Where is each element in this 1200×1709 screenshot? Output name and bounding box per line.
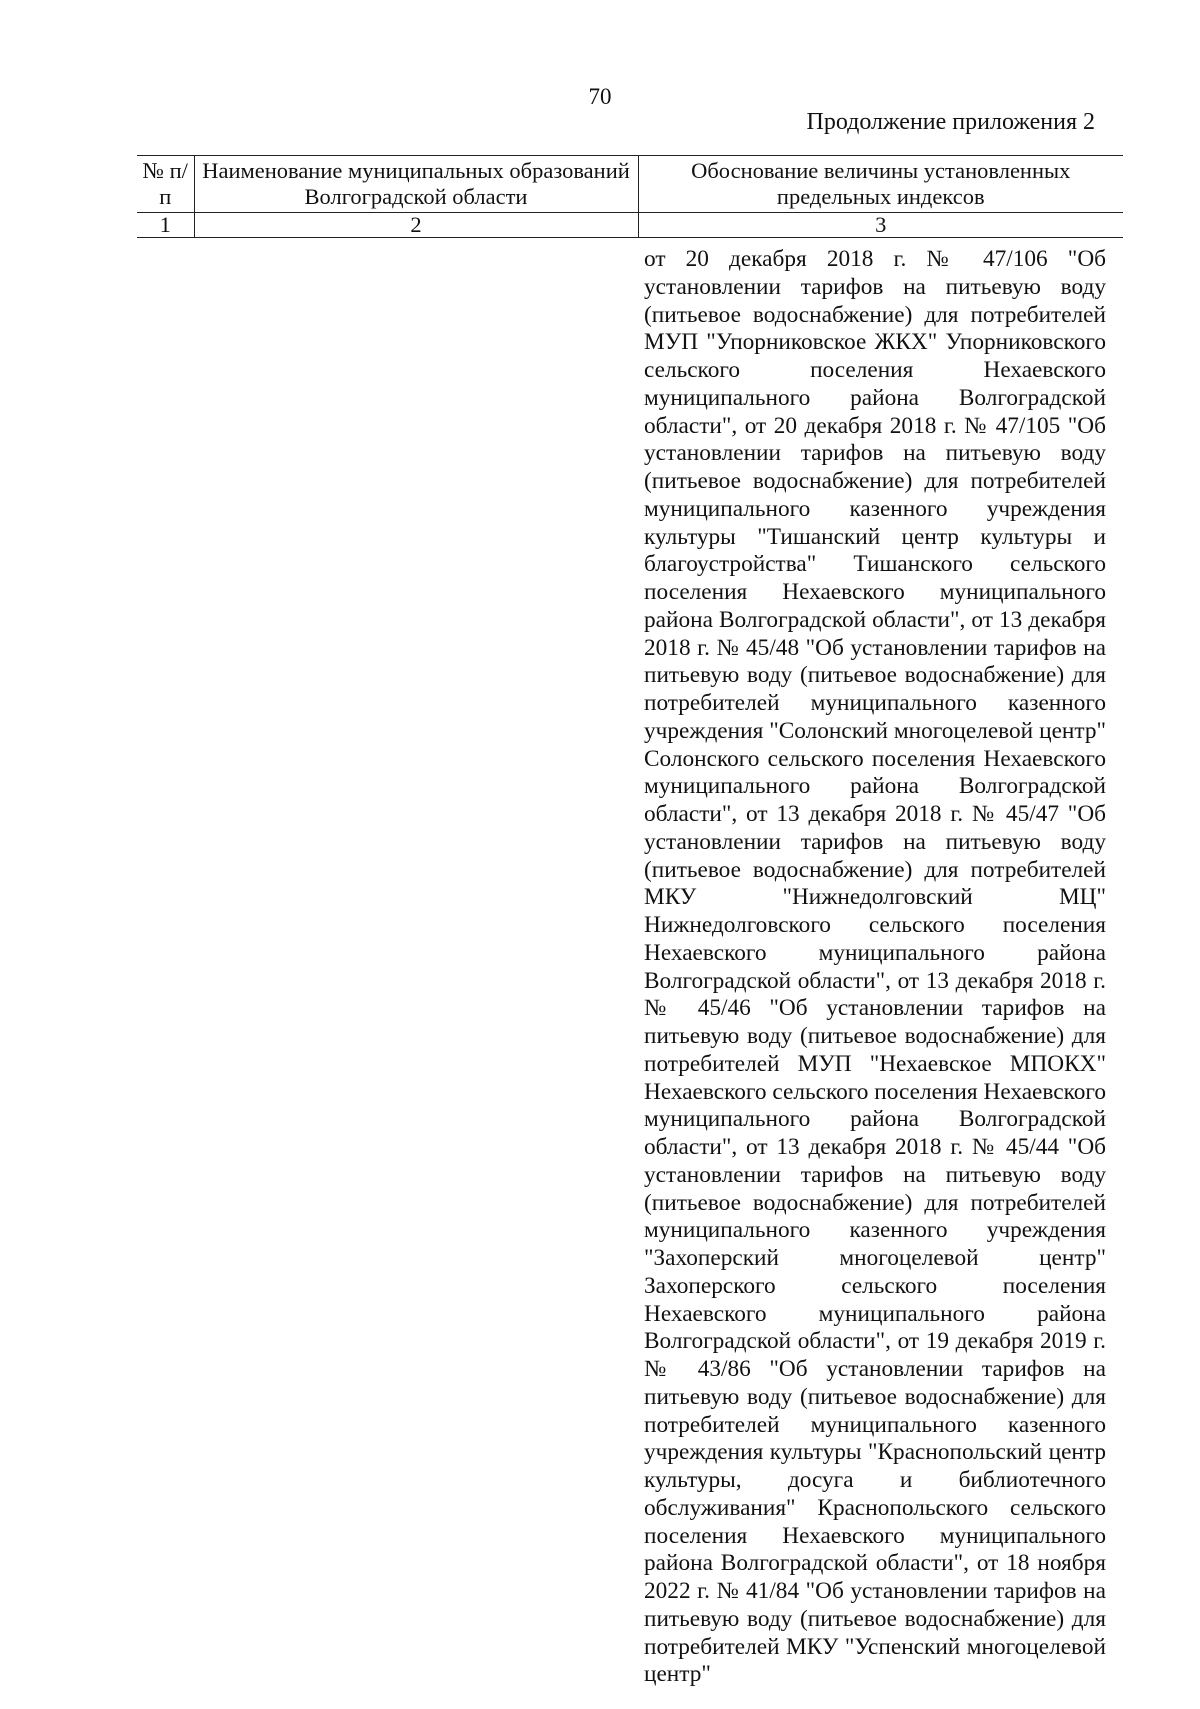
continuation-label: Продолжение приложения 2	[806, 109, 1095, 135]
header-basis: Обоснование величины установленных предельных индексов	[638, 156, 1123, 213]
row-basis-cell	[638, 238, 1123, 1690]
column-number-2: 2	[194, 213, 638, 238]
table-row	[137, 238, 1123, 1690]
row-number-cell	[137, 238, 194, 1690]
page-number: 70	[588, 84, 612, 109]
column-number-row	[137, 213, 1123, 238]
column-number-3: 3	[638, 213, 1123, 238]
header-number: № п/п	[137, 156, 194, 213]
table-header-row	[137, 156, 1123, 213]
basis-text: от 20 декабря 2018 г. № 47/106 "Об установлении тарифов на питьевую воду (питьевое водоснабжение) для потребителей МУП "Упорниковское ЖКХ" Упорниковского сельского поселения Нехаевского муниципального района Волгоградской области", от 20 декабря 2018 г. № 47/105 "Об установлении тарифов на питьевую воду (питьевое водоснабжение) для потребителей муниципального казенного учреждения культуры "Тишанский центр культуры и благоустройства" Тишанского сельского поселения Нехаевского муниципального района Волгоградской области", от 13 декабря 2018 г. № 45/48 "Об установлении тарифов на питьевую воду (питьевое водоснабжение) для потребителей муниципального казенного учреждения "Солонский многоцелевой центр" Солонского сельского поселения Нехаевского муниципального района Волгоградской области", от 13 декабря 2018 г. № 45/47 "Об установлении тарифов на питьевую воду (питьевое водоснабжение) для потребителей МКУ "Нижнедолговский МЦ" Нижнедолговского сельского поселения Нехаевского муниципального района Волгоградской области", от 13 декабря 2018 г. № 45/46 "Об установлении тарифов на питьевую воду (питьевое водоснабжение) для потребителей МУП "Нехаевское МПОКХ" Нехаевского сельского поселения Нехаевского муниципального района Волгоградской области", от 13 декабря 2018 г. № 45/44 "Об установлении тарифов на питьевую воду (питьевое водоснабжение) для потребителей муниципального казенного учреждения "Захоперский многоцелевой центр" Захоперского сельского поселения Нехаевского муниципального района Волгоградской области", от 19 декабря 2019 г. № 43/86 "Об установлении тарифов на питьевую воду (питьевое водоснабжение) для потребителей муниципального казенного учреждения культуры "Краснопольский центр культуры, досуга и библиотечного обслуживания" Краснопольского сельского поселения Нехаевского муниципального района Волгоградской области", от 18 ноября 2022 г. № 41/84 "Об установлении тарифов на питьевую воду (питьевое водоснабжение) для потребителей МКУ "Успенский многоцелевой центр"	[644, 246, 1106, 1688]
header-municipality: Наименование муниципальных образований Волгоградской области	[194, 156, 638, 213]
column-number-1: 1	[137, 213, 194, 238]
indices-table	[137, 155, 1123, 1689]
row-municipality-cell	[194, 238, 638, 1690]
